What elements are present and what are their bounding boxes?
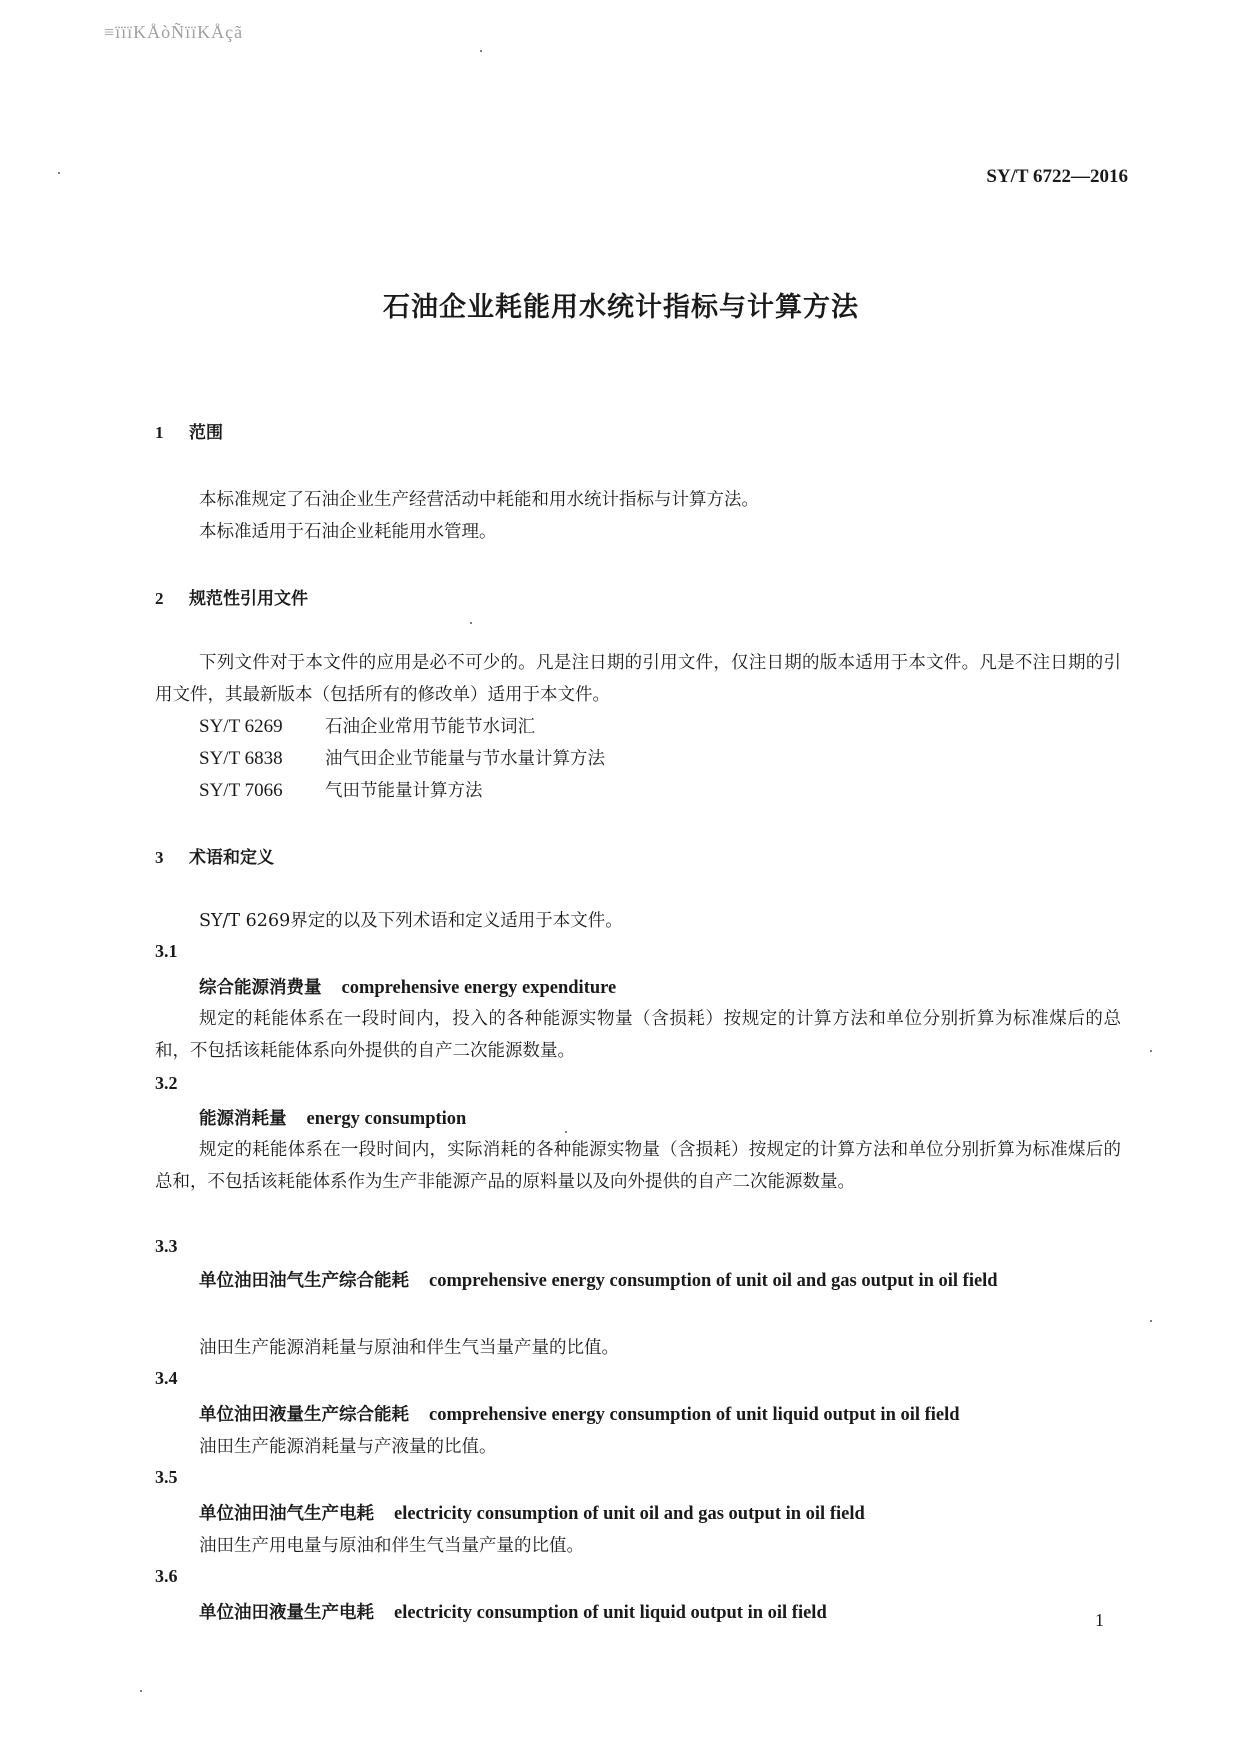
clause-number: 3.3 (155, 1236, 178, 1256)
reference-title: 气田节能量计算方法 (325, 781, 483, 801)
document-title: 石油企业耗能用水统计指标与计算方法 (383, 292, 859, 323)
scan-speck (480, 50, 482, 52)
reference-title: 石油企业常用节能节水词汇 (325, 717, 535, 737)
scope-line-2: 本标准适用于石油企业耗能用水管理。 (199, 522, 497, 542)
reference-title: 油气田企业节能量与节水量计算方法 (325, 749, 605, 769)
terms-intro: SY/T 6269界定的以及下列术语和定义适用于本文件。 (199, 911, 623, 931)
term-entry (199, 1500, 865, 1525)
section-heading-terms (155, 843, 274, 868)
reference-item (199, 743, 605, 775)
clause-number: 3.6 (155, 1566, 178, 1586)
section-title: 规范性引用文件 (189, 589, 308, 609)
term-definition: 油田生产用电量与原油和伴生气当量产量的比值。 (199, 1536, 584, 1556)
term-chinese: 单位油田液量生产综合能耗 (199, 1405, 409, 1425)
term-entry (155, 1265, 1121, 1297)
scan-speck (140, 1690, 142, 1692)
section-heading-normative (155, 584, 308, 609)
clause-number: 3.4 (155, 1368, 178, 1388)
scan-speck (58, 172, 60, 174)
term-chinese: 综合能源消费量 (199, 978, 322, 998)
term-chinese: 单位油田油气生产电耗 (199, 1504, 374, 1524)
term-entry (199, 1401, 960, 1426)
term-chinese: 能源消耗量 (199, 1109, 287, 1129)
scan-speck (565, 1131, 567, 1133)
section-heading-scope (155, 418, 223, 443)
reference-code: SY/T 6269 (199, 716, 283, 737)
term-english: comprehensive energy expenditure (341, 978, 617, 998)
term-definition: 油田生产能源消耗量与产液量的比值。 (199, 1437, 497, 1457)
clause-number: 3.1 (155, 941, 178, 961)
term-definition: 规定的耗能体系在一段时间内，实际消耗的各种能源实物量（含损耗）按规定的计算方法和单位分别折算为标准煤后的总和，不包括该耗能体系作为生产非能源产品的原料量以及向外提供的自产二次能源数量。 (155, 1140, 1121, 1192)
reference-item (199, 775, 483, 807)
scan-speck (1150, 1320, 1152, 1322)
term-definition: 规定的耗能体系在一段时间内，投入的各种能源实物量（含损耗）按规定的计算方法和单位分别折算为标准煤后的总和，不包括该耗能体系向外提供的自产二次能源数量。 (155, 1009, 1121, 1061)
clause-number: 3.5 (155, 1467, 178, 1487)
scan-speck (470, 622, 472, 624)
scan-watermark: ≡ïïïKÅòÑïïKÅçã (104, 22, 244, 42)
reference-code: SY/T 6838 (199, 748, 283, 769)
scan-speck (1150, 1050, 1152, 1052)
reference-code: SY/T 7066 (199, 780, 283, 801)
term-chinese: 单位油田液量生产电耗 (199, 1603, 374, 1623)
section-number: 3 (155, 848, 164, 867)
scope-line-1: 本标准规定了石油企业生产经营活动中耗能和用水统计指标与计算方法。 (199, 490, 759, 510)
term-english: comprehensive energy consumption of unit liquid output in oil field (429, 1405, 960, 1425)
clause-number: 3.2 (155, 1073, 178, 1093)
term-entry (199, 1599, 827, 1624)
term-entry (199, 974, 616, 999)
term-english: electricity consumption of unit liquid output in oil field (394, 1603, 827, 1623)
reference-item (199, 711, 535, 743)
term-entry (199, 1105, 466, 1130)
standard-number: SY/T 6722—2016 (986, 166, 1128, 187)
term-english: electricity consumption of unit oil and gas output in oil field (394, 1504, 865, 1524)
normative-intro: 下列文件对于本文件的应用是必不可少的。凡是注日期的引用文件，仅注日期的版本适用于本文件。凡是不注日期的引用文件，其最新版本（包括所有的修改单）适用于本文件。 (155, 653, 1121, 705)
term-english: energy consumption (306, 1109, 467, 1129)
section-number: 1 (155, 423, 164, 442)
section-number: 2 (155, 589, 164, 608)
page-number: 1 (1095, 1610, 1104, 1630)
section-title: 范围 (189, 423, 223, 443)
term-chinese: 单位油田油气生产综合能耗 (199, 1271, 409, 1291)
term-english: comprehensive energy consumption of unit oil and gas output in oil field (429, 1271, 998, 1291)
section-title: 术语和定义 (189, 848, 274, 868)
term-definition: 油田生产能源消耗量与原油和伴生气当量产量的比值。 (199, 1338, 619, 1358)
